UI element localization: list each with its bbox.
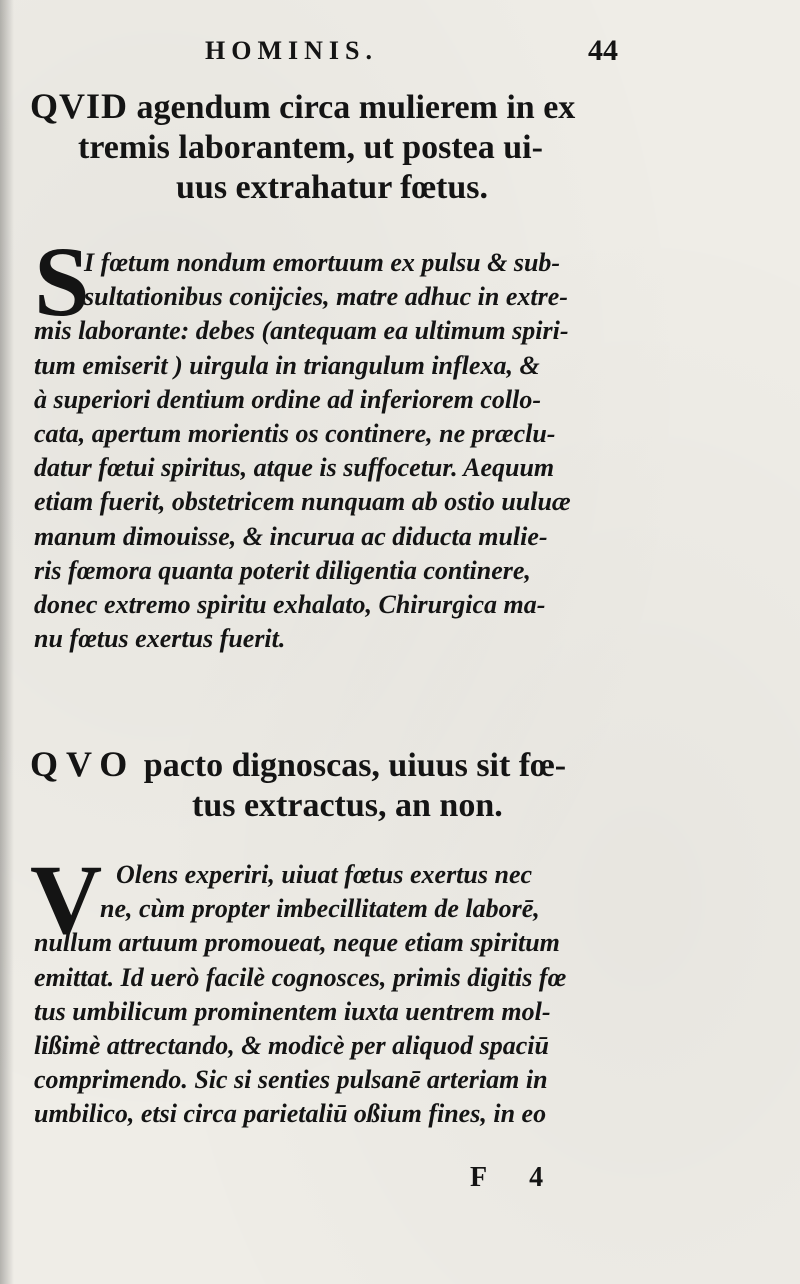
text-line: lißimè attrectando, & modicè per aliquod spaciū [34,1031,549,1061]
page-number: 44 [588,34,618,67]
text-line: etiam fuerit, obstetricem nunquam ab ostio uuluæ [34,487,571,517]
text-line: nullum artuum promoueat, neque etiam spiritum [34,928,560,958]
section1-body [34,246,629,656]
text-line: ne, cùm propter imbecillitatem de laborē, [100,894,540,924]
text-line: umbilico, etsi circa parietaliū oßium fines, in eo [34,1099,547,1129]
text-line: Olens experiri, uiuat fœtus exertus nec [116,860,533,889]
heading-lead-word: QVID [30,86,129,126]
heading-text: pacto dignoscas, uiuus sit fœ- [135,747,567,784]
text-line: ris fœmora quanta poterit diligentia continere, [34,555,531,585]
text-line: nu fœtus exertus fuerit. [34,624,286,654]
heading-line [30,86,630,128]
text-line: à superiori dentium ordine ad inferiorem collo- [34,384,542,414]
text-line: comprimendo. Sic si senties pulsanē arteriam in [34,1065,548,1095]
heading-line [30,744,630,786]
text-line: emittat. Id uerò facilè cognosces, primis digitis fœ [34,962,567,992]
text-line: donec extremo spiritu exhalato, Chirurgica ma- [34,590,546,620]
heading-line: tus extractus, an non. [192,787,503,824]
running-title: HOMINIS. [205,36,378,65]
drop-cap-initial: S [34,226,90,337]
text-line: datur fœtui spiritus, atque is suffocetur. Aequum [34,453,555,483]
text-line: I fœtum nondum emortuum ex pulsu & sub- [84,248,561,277]
heading-lead-word: QVO [30,744,136,784]
heading-line: uus extrahatur fœtus. [176,169,489,206]
text-line: sultationibus conijcies, matre adhuc in extre- [84,282,568,312]
page-gutter-shadow [0,0,14,1284]
section1-heading [30,86,630,208]
text-line: mis laborante: debes (antequam ea ultimum spiri- [34,316,569,346]
text-line: tus umbilicum prominentem iuxta uentrem mol- [34,996,551,1026]
section2-heading [30,744,630,826]
drop-cap-initial: V [30,844,103,955]
heading-text: agendum circa mulierem in ex [128,89,576,126]
text-line: manum dimouisse, & incurua ac diducta mulie- [34,521,548,551]
page-header [0,36,800,76]
text-line: tum emiserit ) uirgula in triangulum inflexa, & [34,350,540,380]
heading-line: tremis laborantem, ut postea ui- [78,129,543,166]
section2-body [34,858,629,1132]
signature-mark: F 4 [470,1162,562,1193]
text-line: cata, apertum morientis os continere, ne præclu- [34,419,556,449]
